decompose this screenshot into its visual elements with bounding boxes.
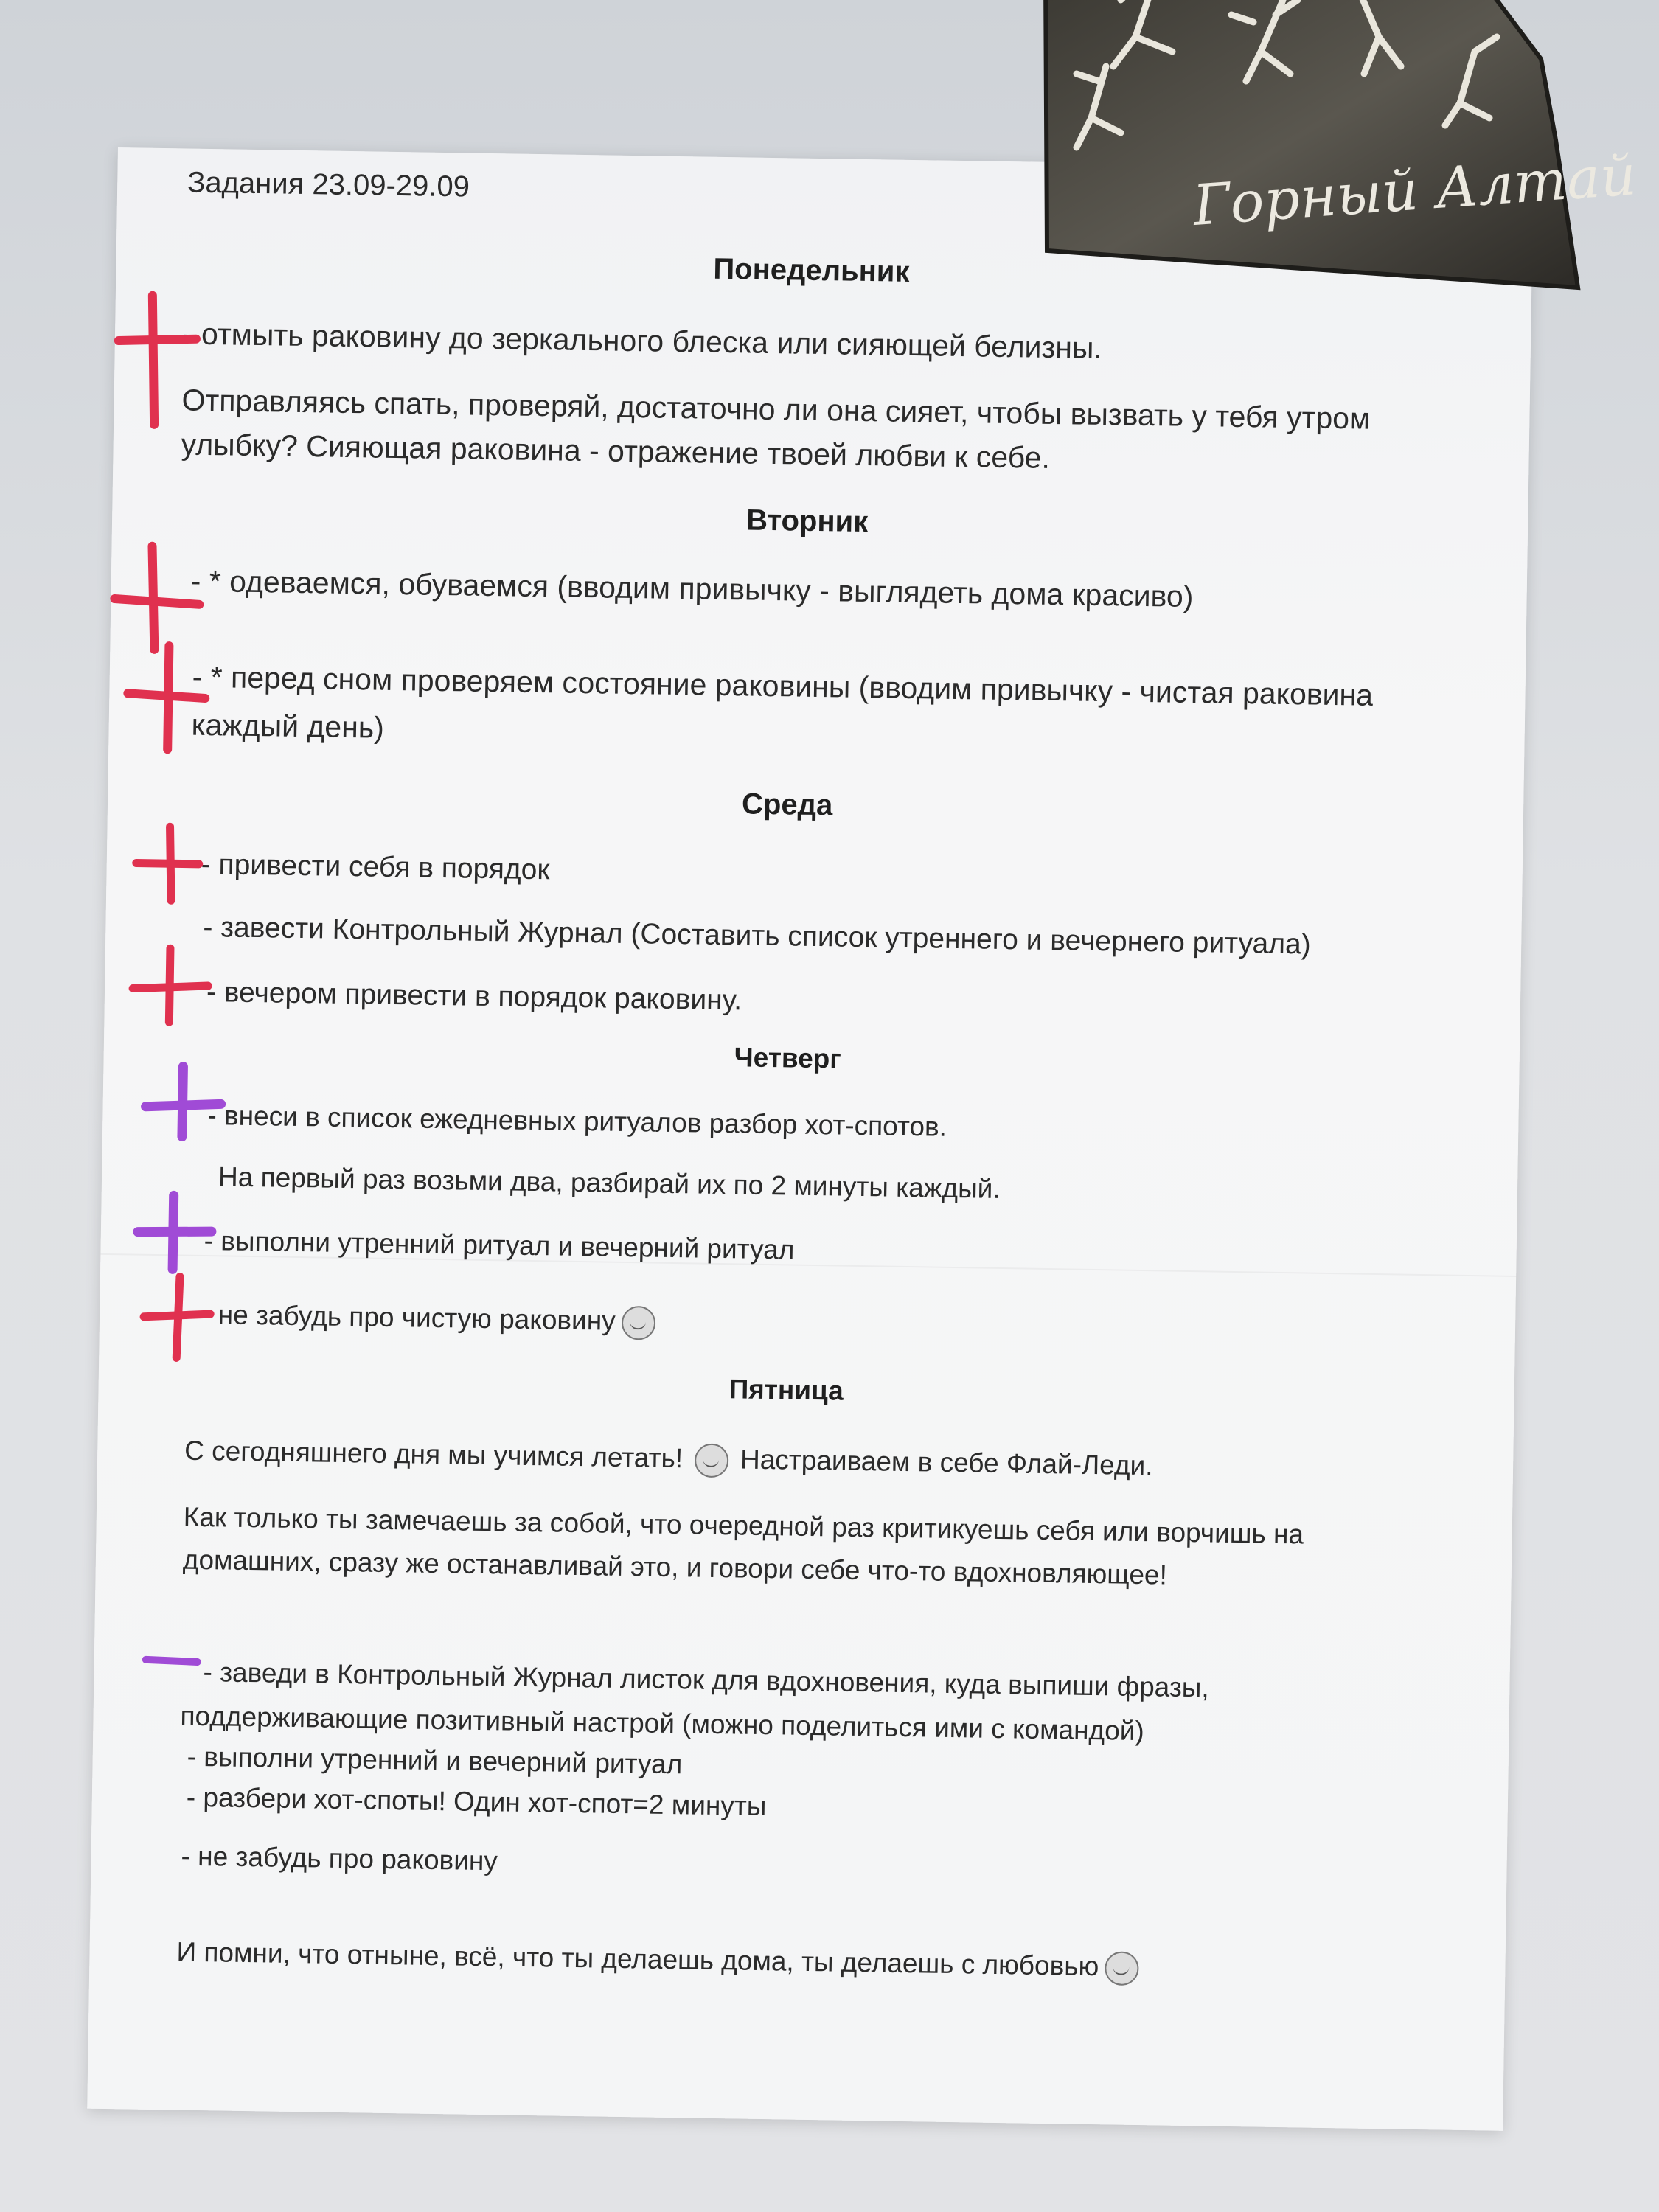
red-plus-mark (127, 645, 206, 750)
marker-marks (87, 147, 1534, 2131)
friday-intro-a: С сегодняшнего дня мы учимся летать! (184, 1435, 684, 1474)
friday-title: Пятница (728, 1374, 844, 1406)
friday-para1: Как только ты замечаешь за собой, что очередной раз критикуешь себя или ворчишь на (183, 1501, 1304, 1550)
purple-plus-mark (137, 1195, 212, 1270)
wednesday-item3: - вечером привести в порядок раковину. (206, 976, 742, 1017)
wednesday-item2: - завести Контрольный Журнал (Составить список утреннего и вечернего ритуала) (203, 911, 1312, 961)
tuesday-title: Вторник (745, 504, 869, 539)
friday-item2: - выполни утренний и вечерний ритуал (187, 1741, 683, 1780)
tuesday-item2a: - * перед сном проверяем состояние раковины (вводим привычку - чистая раковина (192, 659, 1374, 712)
wednesday-title: Среда (741, 787, 833, 822)
thursday-item2: - выполни утренний ритуал и вечерний ритуал (204, 1225, 795, 1265)
paper-sheet (87, 147, 1534, 2131)
friday-item1b: поддерживающие позитивный настрой (можно поделиться ими с командой) (180, 1700, 1145, 1747)
friday-closing-text: И помни, что отныне, всё, что ты делаешь дома, ты делаешь с любовью (176, 1936, 1099, 1982)
friday-para2: домашних, сразу же останавливай это, и говори себе что-то вдохновляющее! (182, 1544, 1168, 1590)
monday-title: Понедельник (713, 252, 910, 288)
monday-line3: улыбку? Сияющая раковина - отражение твоей любви к себе. (181, 427, 1051, 475)
purple-dash-mark (146, 1660, 198, 1662)
monday-line1: - отмыть раковину до зеркального блеска или сияющей белизны. (182, 316, 1103, 365)
thursday-title: Четверг (734, 1042, 842, 1074)
thursday-item1b: На первый раз возьми два, разбирай их по 2 минуты каждый. (218, 1161, 1001, 1204)
wednesday-item1: - привести себя в порядок (201, 848, 550, 886)
souvenir-magnet (1032, 0, 1638, 317)
red-plus-mark (136, 827, 200, 901)
monday-line2: Отправляясь спать, проверяй, достаточно ли она сияет, чтобы вызвать у тебя утром (181, 383, 1371, 436)
thursday-item1: - внеси в список ежедневных ритуалов разбор хот-спотов. (207, 1100, 947, 1142)
red-plus-mark (143, 1276, 211, 1358)
friday-item1a: - заведи в Контрольный Журнал листок для вдохновения, куда выпиши фразы, (203, 1657, 1210, 1703)
red-plus-mark (114, 546, 200, 650)
friday-intro-b: Настраиваем в себе Флай-Леди. (740, 1444, 1153, 1481)
magnet-text: Горный Алтай (1191, 142, 1638, 238)
thursday-item3-text: - не забудь про чистую раковину (201, 1298, 616, 1336)
document-header: Задания 23.09-29.09 (187, 166, 470, 204)
purple-plus-mark (145, 1066, 221, 1138)
red-plus-mark (132, 947, 209, 1023)
friday-item3: - разбери хот-споты! Один хот-спот=2 минуты (186, 1781, 767, 1822)
red-plus-mark (117, 295, 197, 425)
friday-item4: - не забудь про раковину (181, 1840, 498, 1877)
tuesday-item1: - * одеваемся, обуваемся (вводим привычку - выглядеть дома красиво) (190, 563, 1194, 613)
tuesday-item2b: каждый день) (191, 707, 385, 745)
